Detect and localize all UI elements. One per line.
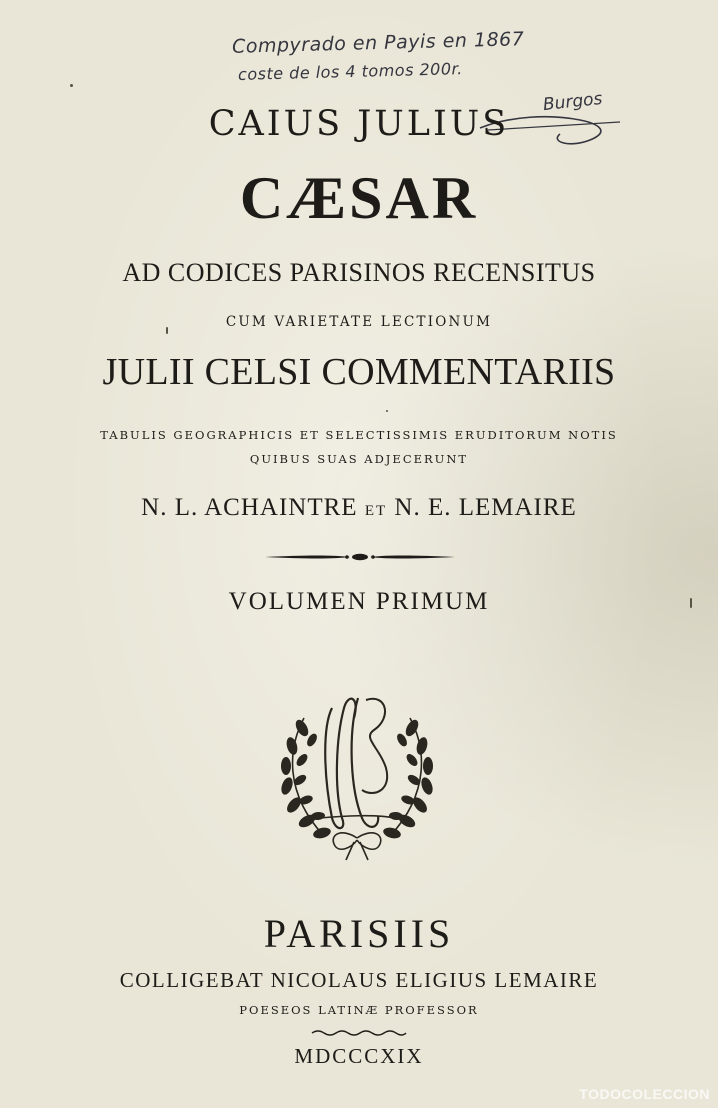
- watermark: TODOCOLECCION: [579, 1086, 710, 1102]
- paper-speck: [70, 84, 73, 87]
- handwritten-note-line1: Compyrado en Payis en 1867: [231, 28, 525, 58]
- title-caius-julius: CAIUS JULIUS: [208, 104, 510, 144]
- subtitle-cum-varietate: CUM VARIETATE LECTIONUM: [225, 314, 493, 330]
- editors-conjunction: ET: [364, 503, 388, 519]
- title-caesar: CÆSAR: [239, 165, 479, 231]
- imprint-place: PARISIIS: [263, 911, 455, 956]
- imprint-publisher: COLLIGEBAT NICOLAUS ELIGIUS LEMAIRE: [119, 968, 599, 992]
- small-ornament: [310, 1028, 408, 1038]
- ornamental-rule: [265, 550, 455, 564]
- paper-speck: [690, 598, 692, 608]
- editors-line: [0, 494, 718, 522]
- paper-speck: [166, 327, 168, 334]
- imprint-year: MDCCCXIX: [294, 1044, 424, 1068]
- subtitle-tabulis: TABULIS GEOGRAPHICIS ET SELECTISSIMIS ERUDITORUM NOTIS: [100, 428, 618, 442]
- svg-text:NLE: NLE: [357, 678, 360, 679]
- volume-label: VOLUMEN PRIMUM: [228, 588, 490, 615]
- editor-lemaire: N. E. LEMAIRE: [394, 494, 577, 521]
- paper-speck: [386, 410, 388, 412]
- imprint-role: POESEOS LATINÆ PROFESSOR: [239, 1003, 479, 1017]
- editor-achaintre: N. L. ACHAINTRE: [141, 494, 358, 521]
- handwritten-signature: Burgos: [542, 88, 604, 116]
- subtitle-julii-celsi: JULII CELSI COMMENTARIIS: [102, 351, 616, 393]
- handwritten-note-line2: coste de los 4 tomos 200r.: [237, 59, 463, 84]
- subtitle-ad-codices: AD CODICES PARISINOS RECENSITUS: [122, 258, 596, 287]
- publisher-monogram: [262, 678, 452, 863]
- subtitle-quibus: QUIBUS SUAS ADJECERUNT: [249, 452, 469, 466]
